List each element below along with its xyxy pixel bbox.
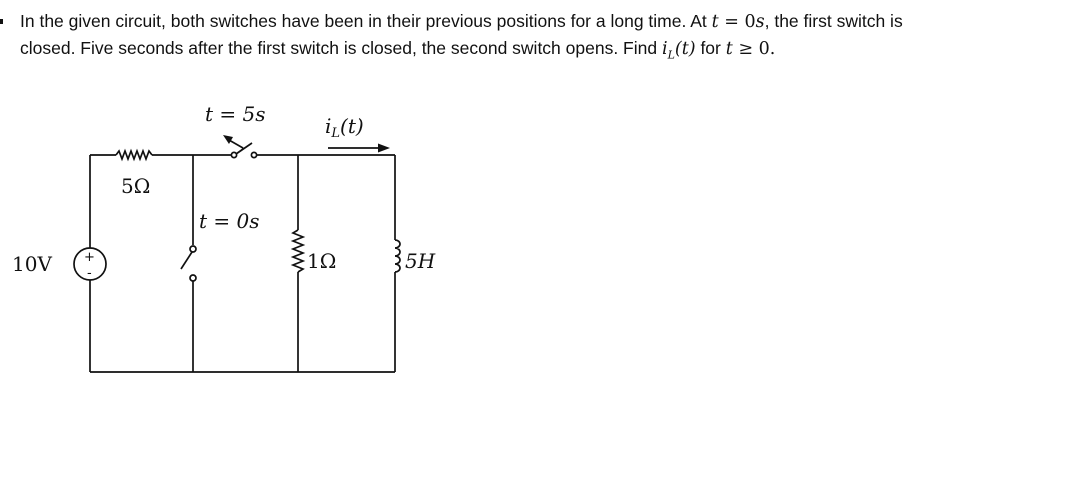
inductor-label: 5H — [405, 249, 436, 273]
problem-text: closed. Five seconds after the first switch is closed, the second switch opens. Find — [20, 38, 662, 58]
math-eq: = 0 — [718, 12, 756, 32]
problem-text: for — [695, 38, 726, 58]
resistor-1-ohm — [293, 230, 303, 272]
math-var-t: t — [711, 12, 719, 32]
resistor-1-ohm-label: 1Ω — [307, 249, 337, 273]
resistor-5-ohm — [116, 151, 152, 159]
math-arg: (t) — [674, 39, 696, 59]
math-ineq: ≥ 0. — [732, 39, 776, 59]
math-subscript: L — [667, 48, 675, 62]
switch2-label: t = 5s — [205, 102, 266, 126]
source-plus: + — [84, 250, 95, 265]
source-label: 10V — [12, 252, 52, 276]
math-unit: s — [755, 12, 765, 32]
source-minus: - — [87, 266, 92, 281]
switch1-bottom-contact — [190, 275, 196, 281]
resistor-5-ohm-label: 5Ω — [121, 174, 151, 198]
switch1-label: t = 0s — [199, 209, 260, 233]
math-var-t: t — [725, 39, 733, 59]
switch2-contact — [251, 152, 256, 157]
switch2-arrow-shaft — [229, 140, 243, 148]
math-current: i — [661, 39, 668, 59]
switch1-top-contact — [190, 246, 196, 252]
switch2-arrow-head — [223, 135, 233, 144]
problem-text: , the first switch is — [764, 11, 903, 31]
problem-text: In the given circuit, both switches have been in their previous positions for a long time. At — [20, 11, 712, 31]
current-label: $i_L(t)$ — [325, 114, 364, 141]
switch1-blade — [181, 252, 192, 269]
inductor-5h — [395, 240, 400, 272]
switch2-arrow-line — [236, 148, 244, 154]
current-arrow-head — [378, 144, 390, 153]
